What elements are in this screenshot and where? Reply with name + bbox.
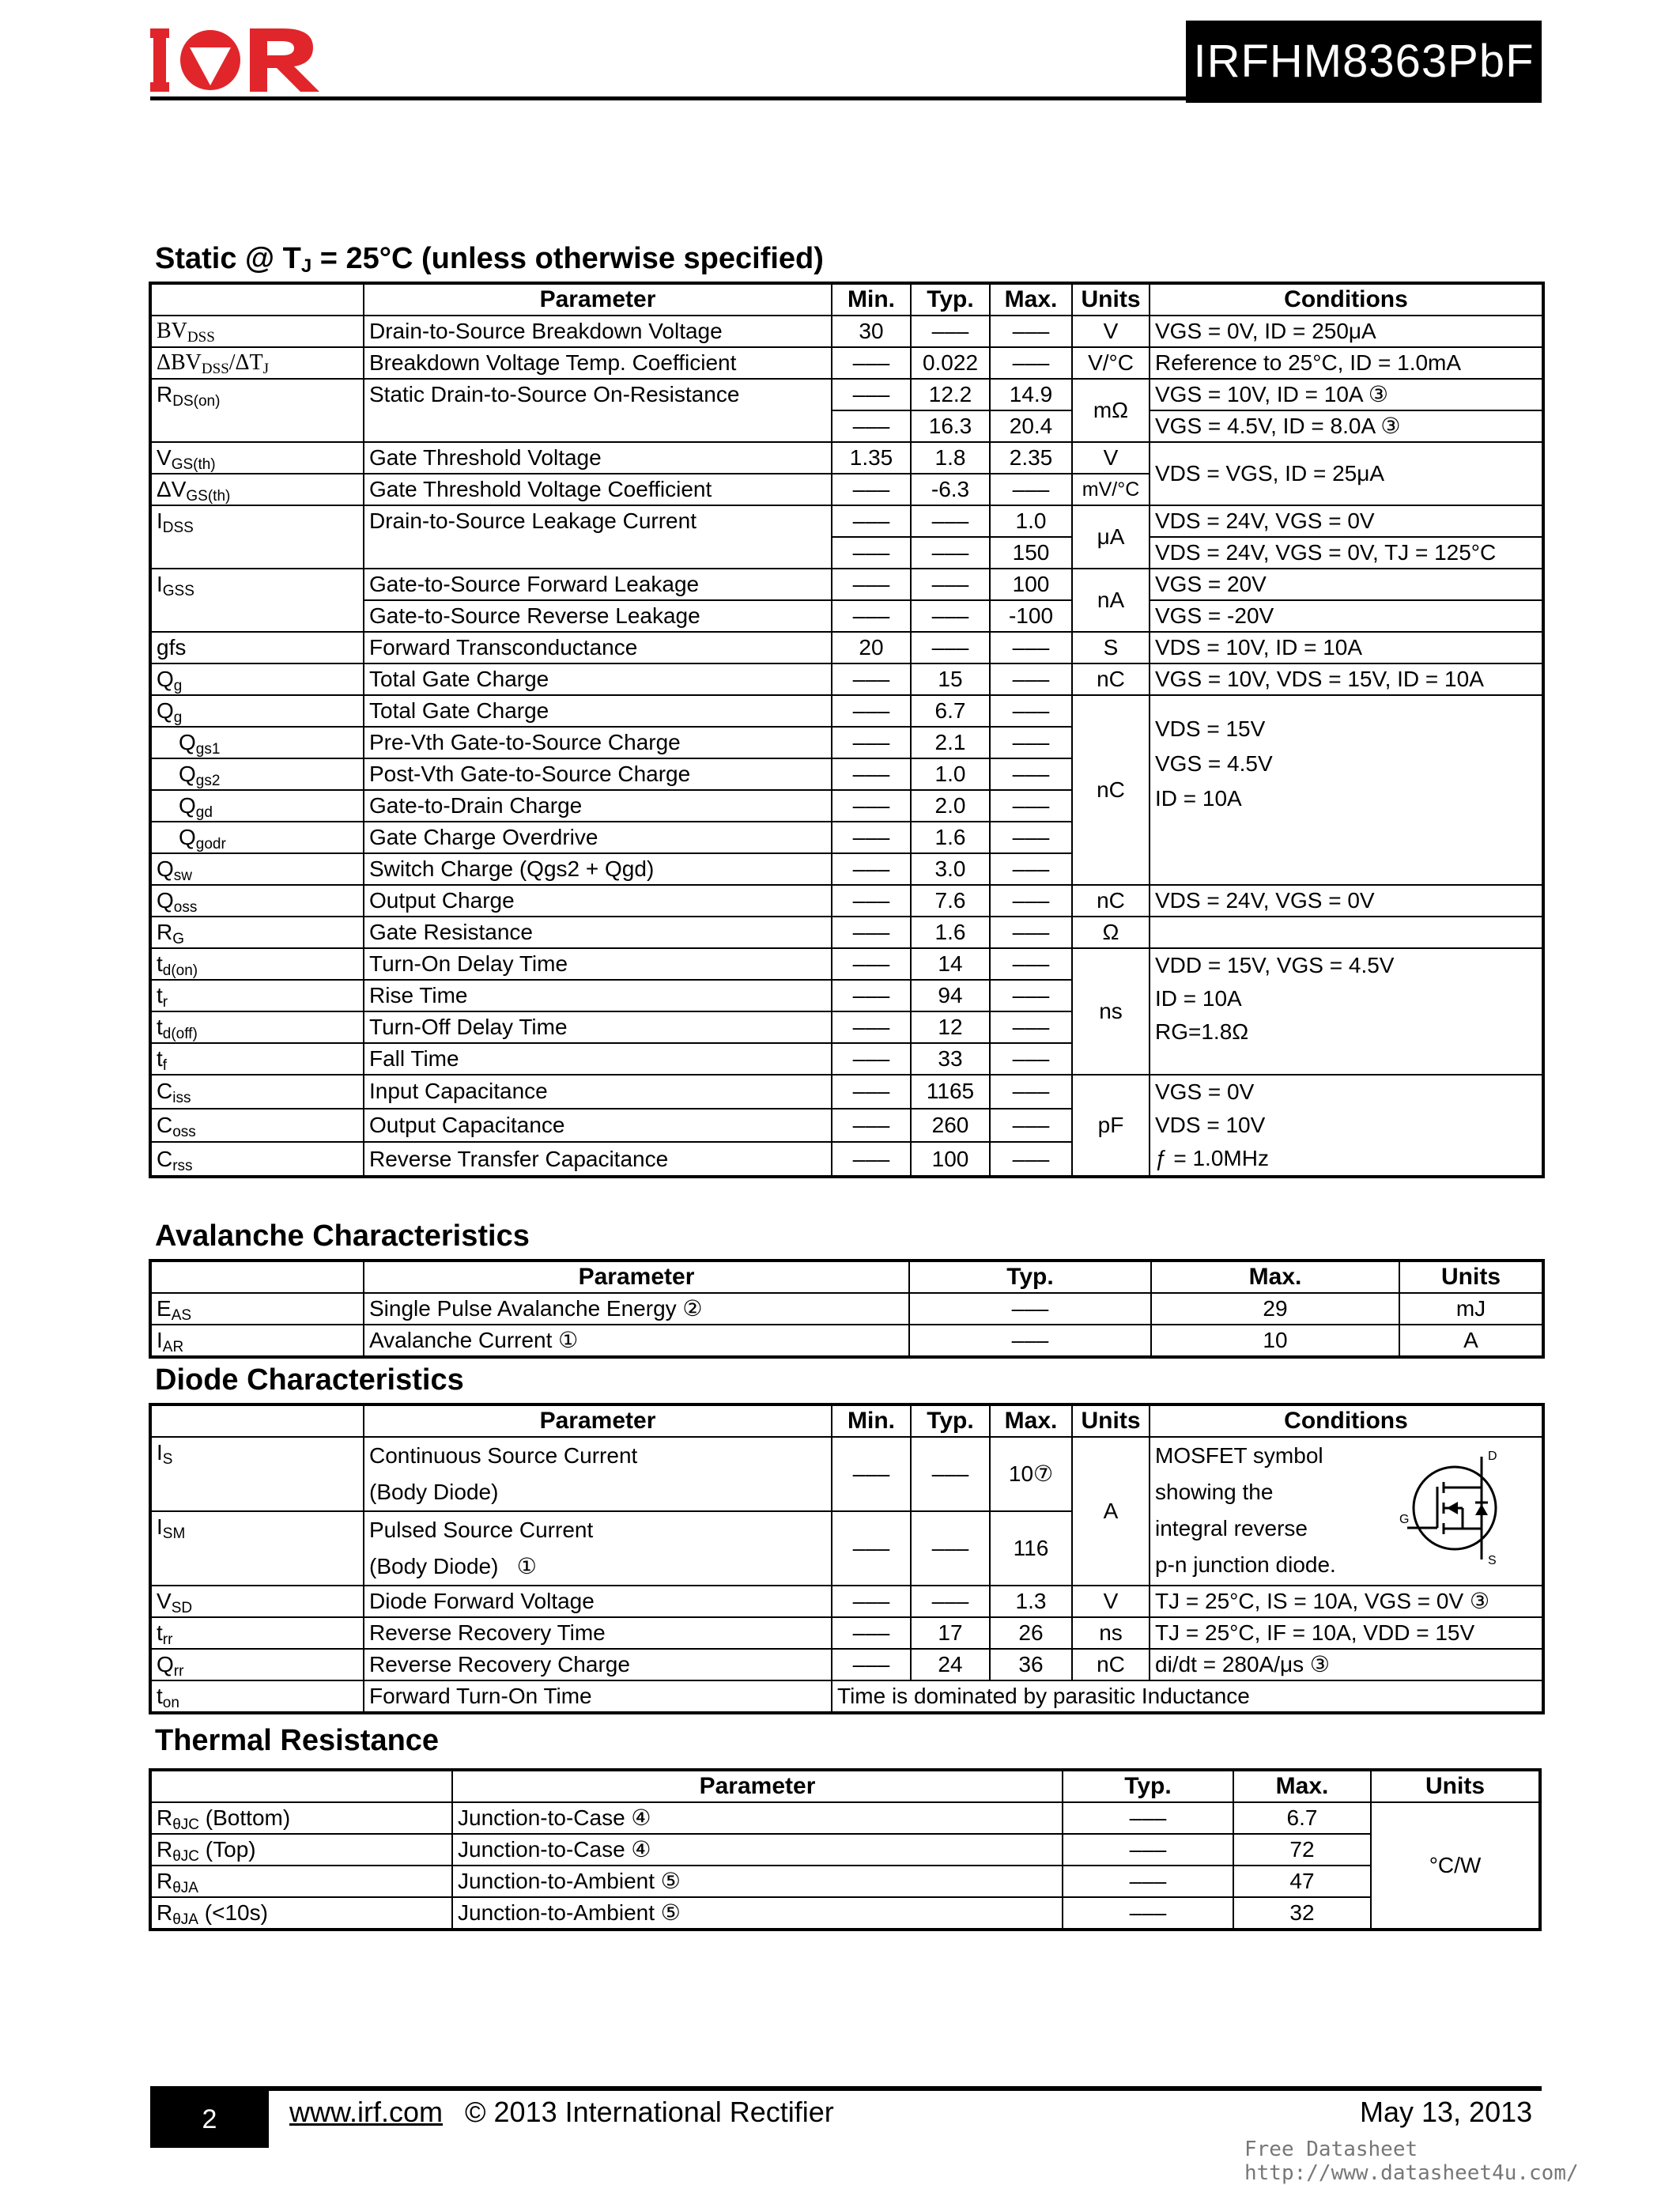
mosfet-symbol-cell: MOSFET symbol showing the integral reverse p-n junction diode. D G S [1150, 1437, 1543, 1586]
table-row: $Q_{gs1}$ Pre-Vth Gate-to-Source Charge ––– 2.1 ––– [150, 727, 1543, 758]
footer-copyright: © 2013 International Rectifier [465, 2096, 834, 2128]
thermal-table [149, 1768, 1542, 1931]
table-row: gfs Forward Transconductance 20 ––– ––– S VDS = 10V, ID = 10A [150, 632, 1543, 663]
table-row: $t_{on}$ Forward Turn-On Time Time is dominated by parasitic Inductance [150, 1680, 1543, 1713]
table-row: $R_{\theta JA}$ (<10s) Junction-to-Ambient ⑤ ––– 32 [150, 1897, 1540, 1930]
table-row: $Q_{gd}$ Gate-to-Drain Charge ––– 2.0 ––– [150, 790, 1543, 822]
avalanche-table [149, 1259, 1545, 1359]
table-header-row: Parameter Typ. Max. Units [150, 1261, 1543, 1293]
table-row: $BV_{DSS}$ Drain-to-Source Breakdown Voltage 30 ––– ––– V VGS = 0V, ID = 250μA [150, 316, 1543, 347]
table-row: $R_{\theta JA}$ Junction-to-Ambient ⑤ ––– 47 [150, 1866, 1540, 1897]
table-row: $I_{GSS}$ Gate-to-Source Forward Leakage ––– ––– 100 nA VGS = 20V [150, 569, 1543, 600]
table-row: $I_S$ Continuous Source Current (Body Diode) ––– ––– 10⑦ A MOSFET symbol showing the integral reverse p-n junction diode. D G S [150, 1437, 1543, 1511]
static-table [149, 282, 1545, 1178]
table-header-row: Parameter Typ. Max. Units [150, 1770, 1540, 1802]
table-row: $\Delta BV_{DSS}/\Delta T_J$ Breakdown Voltage Temp. Coefficient ––– 0.022 ––– V/°C Reference to 25°C, ID = 1.0mA [150, 347, 1543, 379]
ir-logo [150, 24, 324, 96]
watermark: Free Datasheet http://www.datasheet4u.com/ [1244, 2138, 1579, 2185]
table-row: $Q_{rr}$ Reverse Recovery Charge ––– 24 36 nC di/dt = 280A/μs ③ [150, 1649, 1543, 1680]
table-row: ––– 16.3 20.4 VGS = 4.5V, ID = 8.0A ③ [150, 410, 1543, 442]
table-row: $t_{d(off)}$ Turn-Off Delay Time ––– 12 ––– [150, 1011, 1543, 1043]
footer-website-link[interactable]: www.irf.com [289, 2096, 444, 2128]
mosfet-symbol-icon [1399, 1449, 1510, 1567]
table-row: $R_{\theta JC}$ (Top) Junction-to-Case ④ ––– 72 [150, 1834, 1540, 1866]
table-row: $Q_g$ Total Gate Charge ––– 6.7 ––– nC VDS = 15V VGS = 4.5V ID = 10A [150, 695, 1543, 727]
table-row: $I_{SM}$ Pulsed Source Current (Body Diode) ① ––– ––– 116 [150, 1511, 1543, 1586]
table-row: $\Delta V_{GS(th)}$ Gate Threshold Voltage Coefficient ––– -6.3 ––– mV/°C [150, 474, 1543, 505]
footer-rule [150, 2086, 1542, 2091]
table-row: $Q_{sw}$ Switch Charge (Qgs2 + Qgd) ––– 3.0 ––– [150, 853, 1543, 885]
thermal-section-title: Thermal Resistance [155, 1724, 440, 1757]
svg-text:G: G [1399, 1513, 1410, 1526]
table-row: $R_{\theta JC}$ (Bottom) Junction-to-Case ④ ––– 6.7 °C/W [150, 1802, 1540, 1834]
table-row: $Q_{oss}$ Output Charge ––– 7.6 ––– nC VDS = 24V, VGS = 0V [150, 885, 1543, 917]
table-row: $Q_{godr}$ Gate Charge Overdrive ––– 1.6 ––– [150, 822, 1543, 853]
svg-text:S: S [1488, 1554, 1497, 1567]
static-section-title: Static @ $T_J = 25^\circ C$ (unless otherwise specified) [155, 242, 824, 277]
table-row: $C_{rss}$ Reverse Transfer Capacitance ––– 100 ––– [150, 1142, 1543, 1177]
table-row: ––– ––– 150 VDS = 24V, VGS = 0V, TJ = 125°C [150, 537, 1543, 569]
table-row: $t_r$ Rise Time ––– 94 ––– [150, 980, 1543, 1011]
footer-date: May 13, 2013 [1360, 2096, 1533, 2128]
part-number: IRFHM8363PbF [1186, 21, 1542, 103]
table-header-row: Parameter Min. Typ. Max. Units Conditions [150, 1404, 1543, 1437]
svg-text:D: D [1488, 1450, 1497, 1463]
page-number: 2 [150, 2091, 269, 2148]
table-row: $Q_g$ Total Gate Charge ––– 15 ––– nC VGS = 10V, VDS = 15V, ID = 10A [150, 663, 1543, 695]
table-row: $t_f$ Fall Time ––– 33 ––– [150, 1043, 1543, 1075]
table-row: $I_{DSS}$ Drain-to-Source Leakage Current ––– ––– 1.0 μA VDS = 24V, VGS = 0V [150, 505, 1543, 537]
avalanche-section-title: Avalanche Characteristics [155, 1219, 530, 1253]
diode-table [149, 1403, 1545, 1714]
table-row: $R_G$ Gate Resistance ––– 1.6 ––– Ω [150, 917, 1543, 948]
table-header-row: Parameter Min. Typ. Max. Units Conditions [150, 283, 1543, 316]
table-row: $C_{iss}$ Input Capacitance ––– 1165 ––– pF VGS = 0V VDS = 10V ƒ = 1.0MHz [150, 1075, 1543, 1109]
table-row: $t_{d(on)}$ Turn-On Delay Time ––– 14 ––– ns VDD = 15V, VGS = 4.5V ID = 10A RG=1.8Ω [150, 948, 1543, 980]
table-row: $t_{rr}$ Reverse Recovery Time ––– 17 26 ns TJ = 25°C, IF = 10A, VDD = 15V [150, 1617, 1543, 1649]
diode-section-title: Diode Characteristics [155, 1363, 464, 1397]
table-row: $C_{oss}$ Output Capacitance ––– 260 ––– [150, 1109, 1543, 1143]
table-row: $I_{AR}$ Avalanche Current ① ––– 10 A [150, 1325, 1543, 1357]
table-row: $V_{SD}$ Diode Forward Voltage ––– ––– 1.3 V TJ = 25°C, IS = 10A, VGS = 0V ③ [150, 1586, 1543, 1617]
table-row: $Q_{gs2}$ Post-Vth Gate-to-Source Charge ––– 1.0 ––– [150, 758, 1543, 790]
table-row: $E_{AS}$ Single Pulse Avalanche Energy ② ––– 29 mJ [150, 1293, 1543, 1325]
table-row: $R_{DS(on)}$ Static Drain-to-Source On-Resistance ––– 12.2 14.9 mΩ VGS = 10V, ID = 10A ③ [150, 379, 1543, 410]
table-row: Gate-to-Source Reverse Leakage ––– ––– -100 VGS = -20V [150, 600, 1543, 632]
table-row: $V_{GS(th)}$ Gate Threshold Voltage 1.35 1.8 2.35 V VDS = VGS, ID = 25μA [150, 442, 1543, 474]
